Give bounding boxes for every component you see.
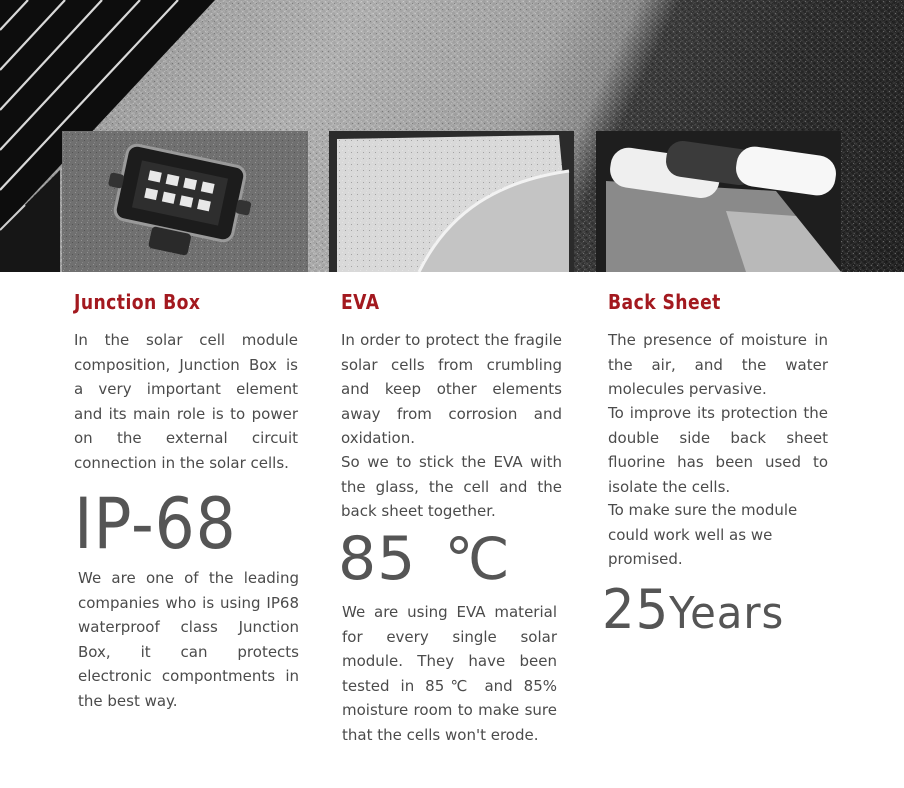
- junction-box-heading: Junction Box: [74, 290, 201, 314]
- back-sheet-description-3: To make sure the module could work well as we promised.: [608, 501, 798, 568]
- back-sheet-description-2: To improve its protection the double side back sheet fluorine has been used to isolate the cells.: [608, 404, 828, 496]
- temperature-highlight: [338, 524, 511, 594]
- junction-box-photo: [62, 131, 308, 272]
- temperature-value: 85: [338, 524, 417, 594]
- back-sheet-description: The presence of moisture in the air, and the water molecules pervasive.: [608, 331, 828, 398]
- eva-description-2: So we to stick the EVA with the glass, the cell and the back sheet together.: [341, 453, 562, 520]
- warranty-years-value: 25: [602, 578, 670, 641]
- junction-box-description: In the solar cell module composition, Junction Box is a very important element and its main role is to power on the external circuit connection in the solar cells.: [74, 331, 298, 472]
- warranty-highlight: [602, 578, 784, 646]
- eva-film-photo: [329, 131, 574, 272]
- eva-heading: EVA: [341, 290, 380, 314]
- header-banner: [0, 0, 904, 272]
- ip68-highlight: IP-68: [74, 483, 237, 565]
- celsius-unit: ℃: [444, 525, 511, 593]
- eva-description: In order to protect the fragile solar cells from crumbling and keep other elements away from corrosion and oxidation.: [341, 331, 562, 447]
- back-sheet-rolls-photo: [596, 131, 841, 272]
- eva-detail: We are using EVA material for every single solar module. They have been tested in 85℃ and 85% moisture room to make sure that the cells won't erode.: [342, 603, 557, 744]
- warranty-years-unit: Years: [669, 588, 785, 639]
- back-sheet-heading: Back Sheet: [608, 290, 721, 314]
- ip68-detail: We are one of the leading companies who is using IP68 waterproof class Junction Box, it can protects electronic compontments in the best way.: [78, 569, 299, 710]
